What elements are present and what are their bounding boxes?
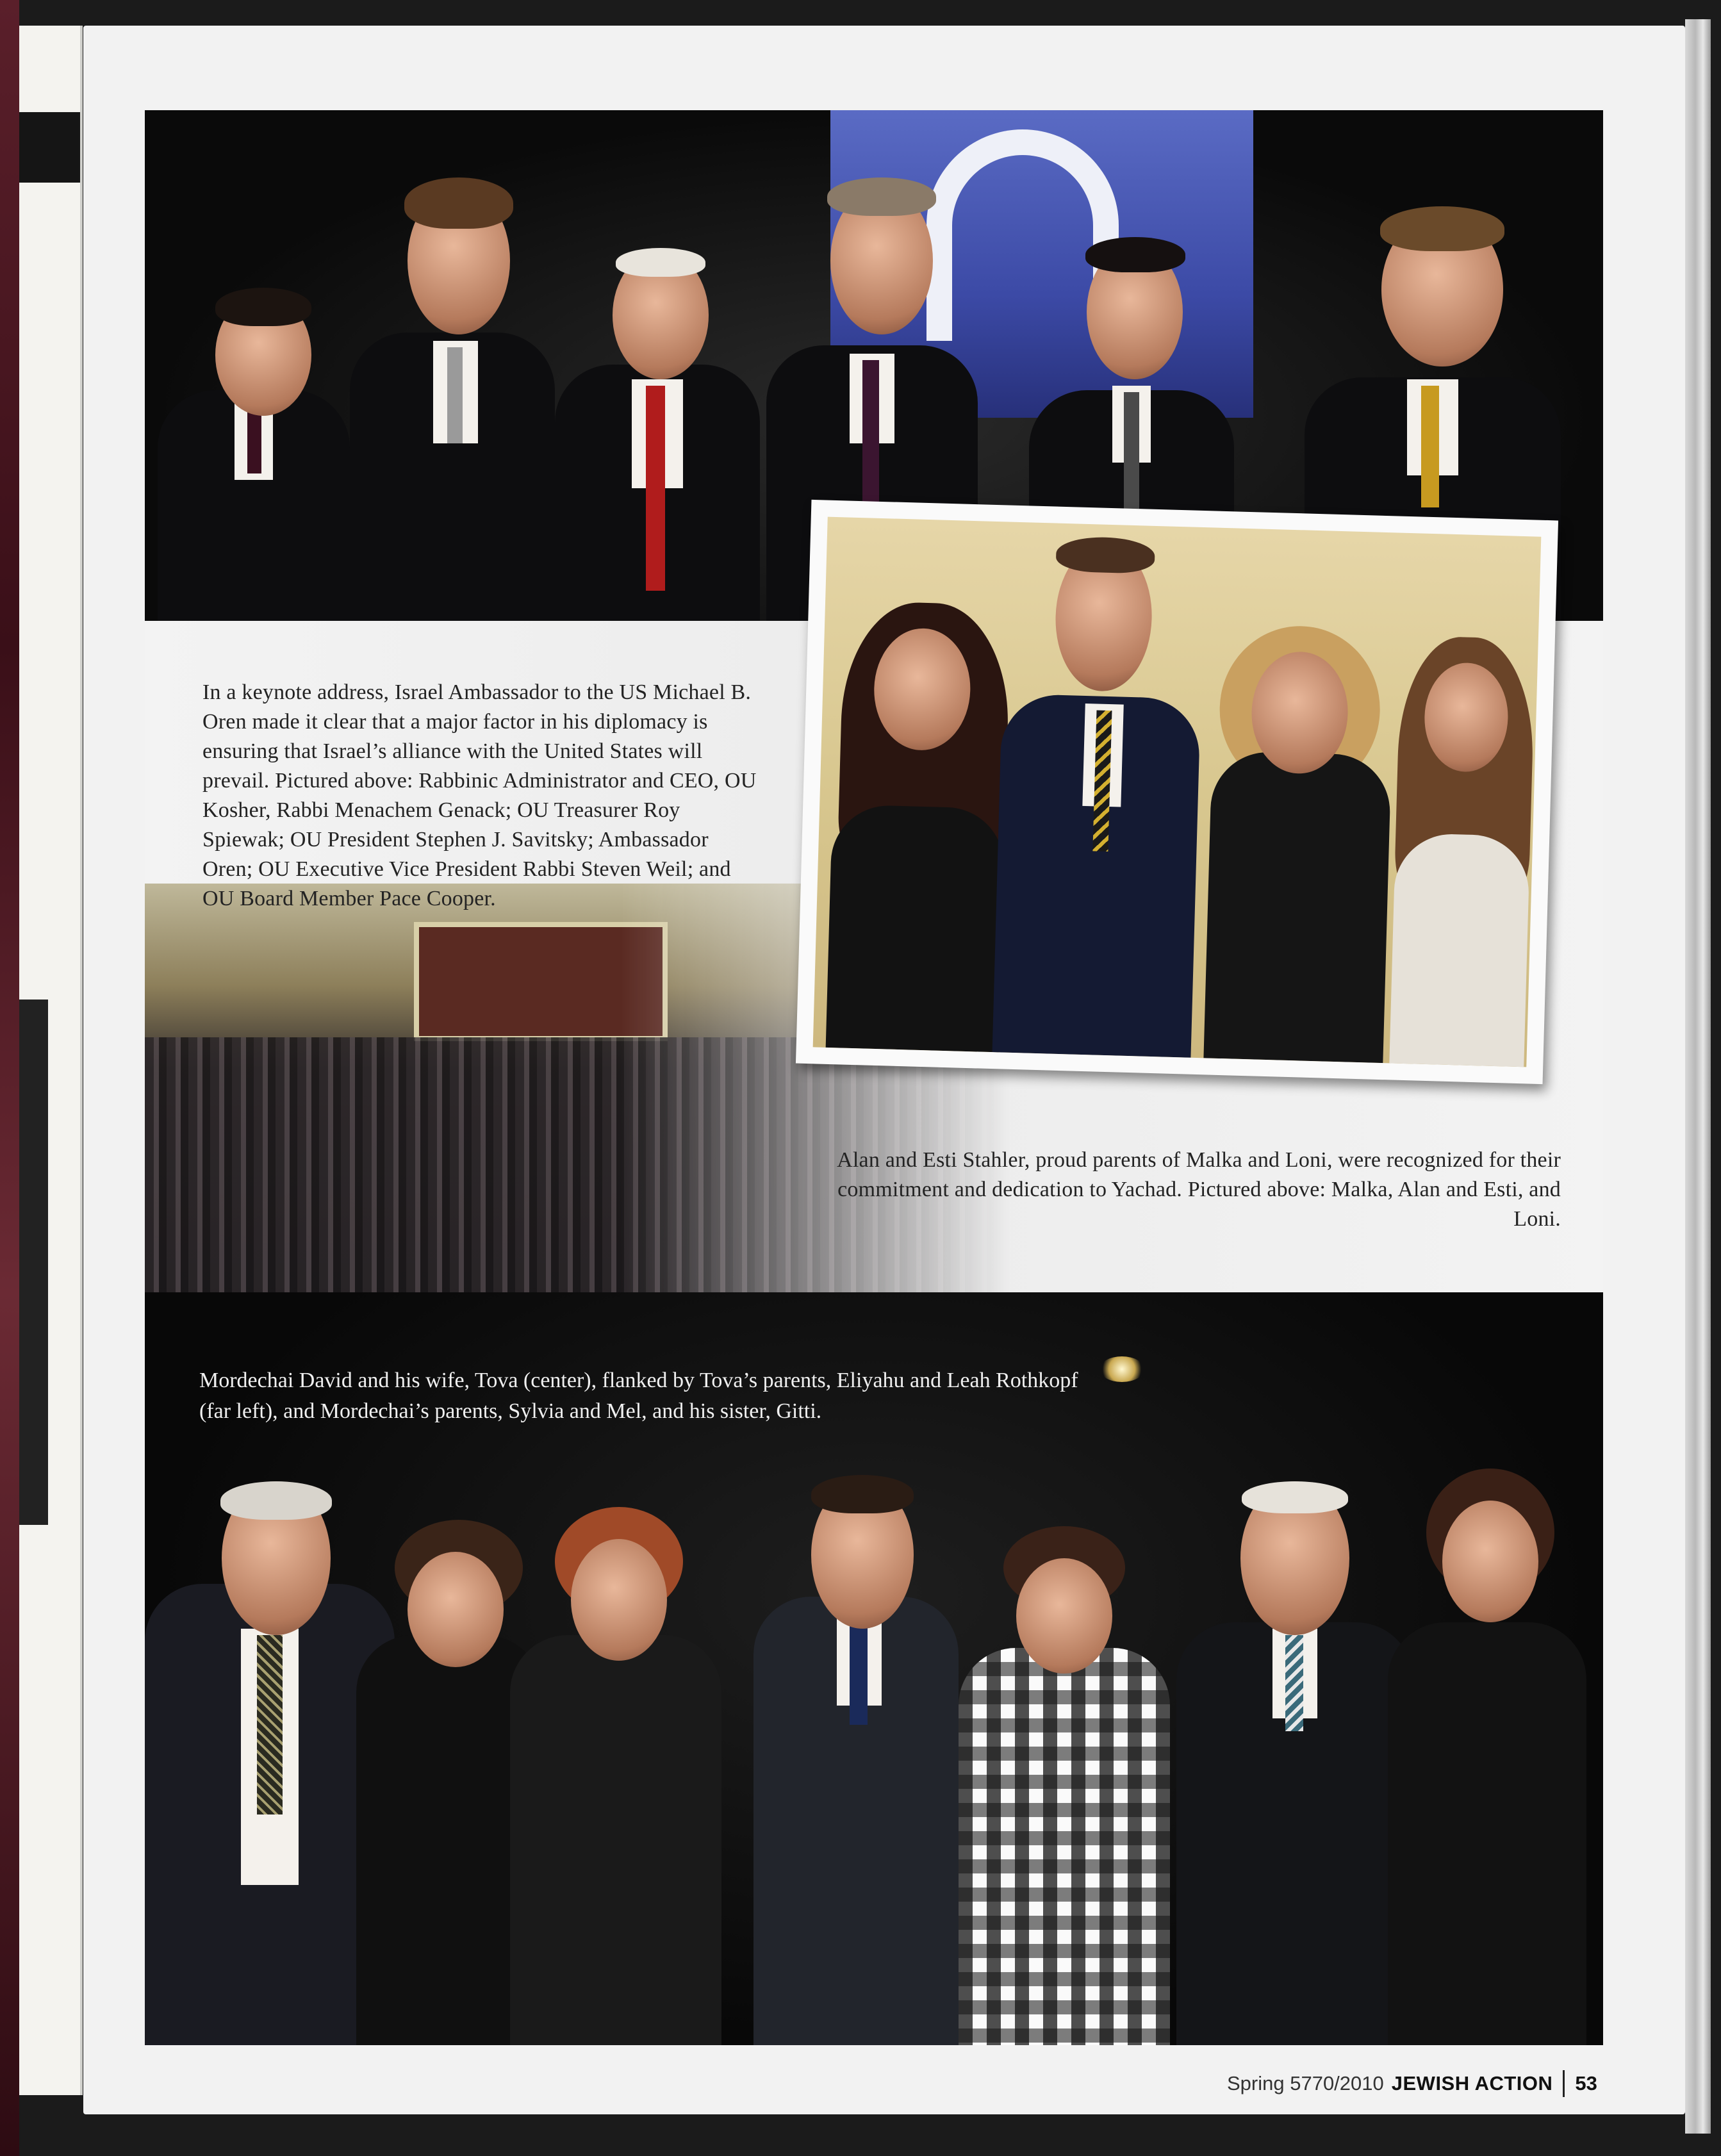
page-footer bbox=[1227, 2064, 1597, 2103]
footer-divider bbox=[1563, 2070, 1565, 2097]
previous-page-photo-strip bbox=[19, 1000, 48, 1525]
person-figure bbox=[1176, 1481, 1420, 2045]
page-number: 53 bbox=[1575, 2072, 1597, 2094]
page-stack-edge bbox=[1685, 19, 1711, 2134]
caption-stahler: Alan and Esti Stahler, proud parents of Malka and Loni, were recognized for their commitment and dedication to Yachad. Pictured above: Malka, Alan and Esti, and Loni. bbox=[837, 1148, 1561, 1231]
photo-stahler-family-image bbox=[813, 517, 1542, 1067]
person-figure bbox=[337, 110, 568, 621]
previous-page bbox=[19, 26, 83, 2095]
person-figure bbox=[753, 1469, 965, 2045]
magazine-name: JEWISH ACTION bbox=[1391, 2072, 1553, 2094]
person-figure bbox=[548, 110, 766, 621]
caption-keynote: In a keynote address, Israel Ambassador to the US Michael B. Oren made it clear that a major factor in his diplomacy is ensuring that Israel’s alliance with the United States will prevail. Pictured above: Rabbinic Administrator and CEO, OU Kosher, Rabbi Menachem Genack; OU Treasurer Roy Spiewak; OU President Stephen J. Savitsky; Ambassador Oren; OU Executive Vice President Rabbi Steven Weil; and OU Board Member Pace Cooper. bbox=[202, 680, 757, 910]
photo-david-family bbox=[145, 1292, 1603, 2045]
stage-light bbox=[1099, 1356, 1144, 1382]
issue-date: Spring 5770/2010 bbox=[1227, 2072, 1384, 2094]
person-figure bbox=[1197, 527, 1404, 1063]
person-figure bbox=[145, 262, 363, 621]
person-figure bbox=[819, 517, 1014, 1052]
person-figure bbox=[959, 1520, 1176, 2045]
person-figure bbox=[1388, 1469, 1593, 2045]
person-figure bbox=[1376, 532, 1541, 1067]
stage bbox=[414, 922, 668, 1041]
person-figure bbox=[510, 1507, 728, 2045]
photo-stahler-family bbox=[796, 500, 1558, 1084]
previous-page-block bbox=[19, 112, 80, 183]
person-figure bbox=[986, 522, 1212, 1058]
caption-david: Mordechai David and his wife, Tova (center), flanked by Tova’s parents, Eliyahu and Leah Rothkopf (far left), and Mordechai’s parents, Sylvia and Mel, and his sister, Gitti. bbox=[199, 1369, 1078, 1423]
previous-page-edge bbox=[0, 0, 19, 2156]
